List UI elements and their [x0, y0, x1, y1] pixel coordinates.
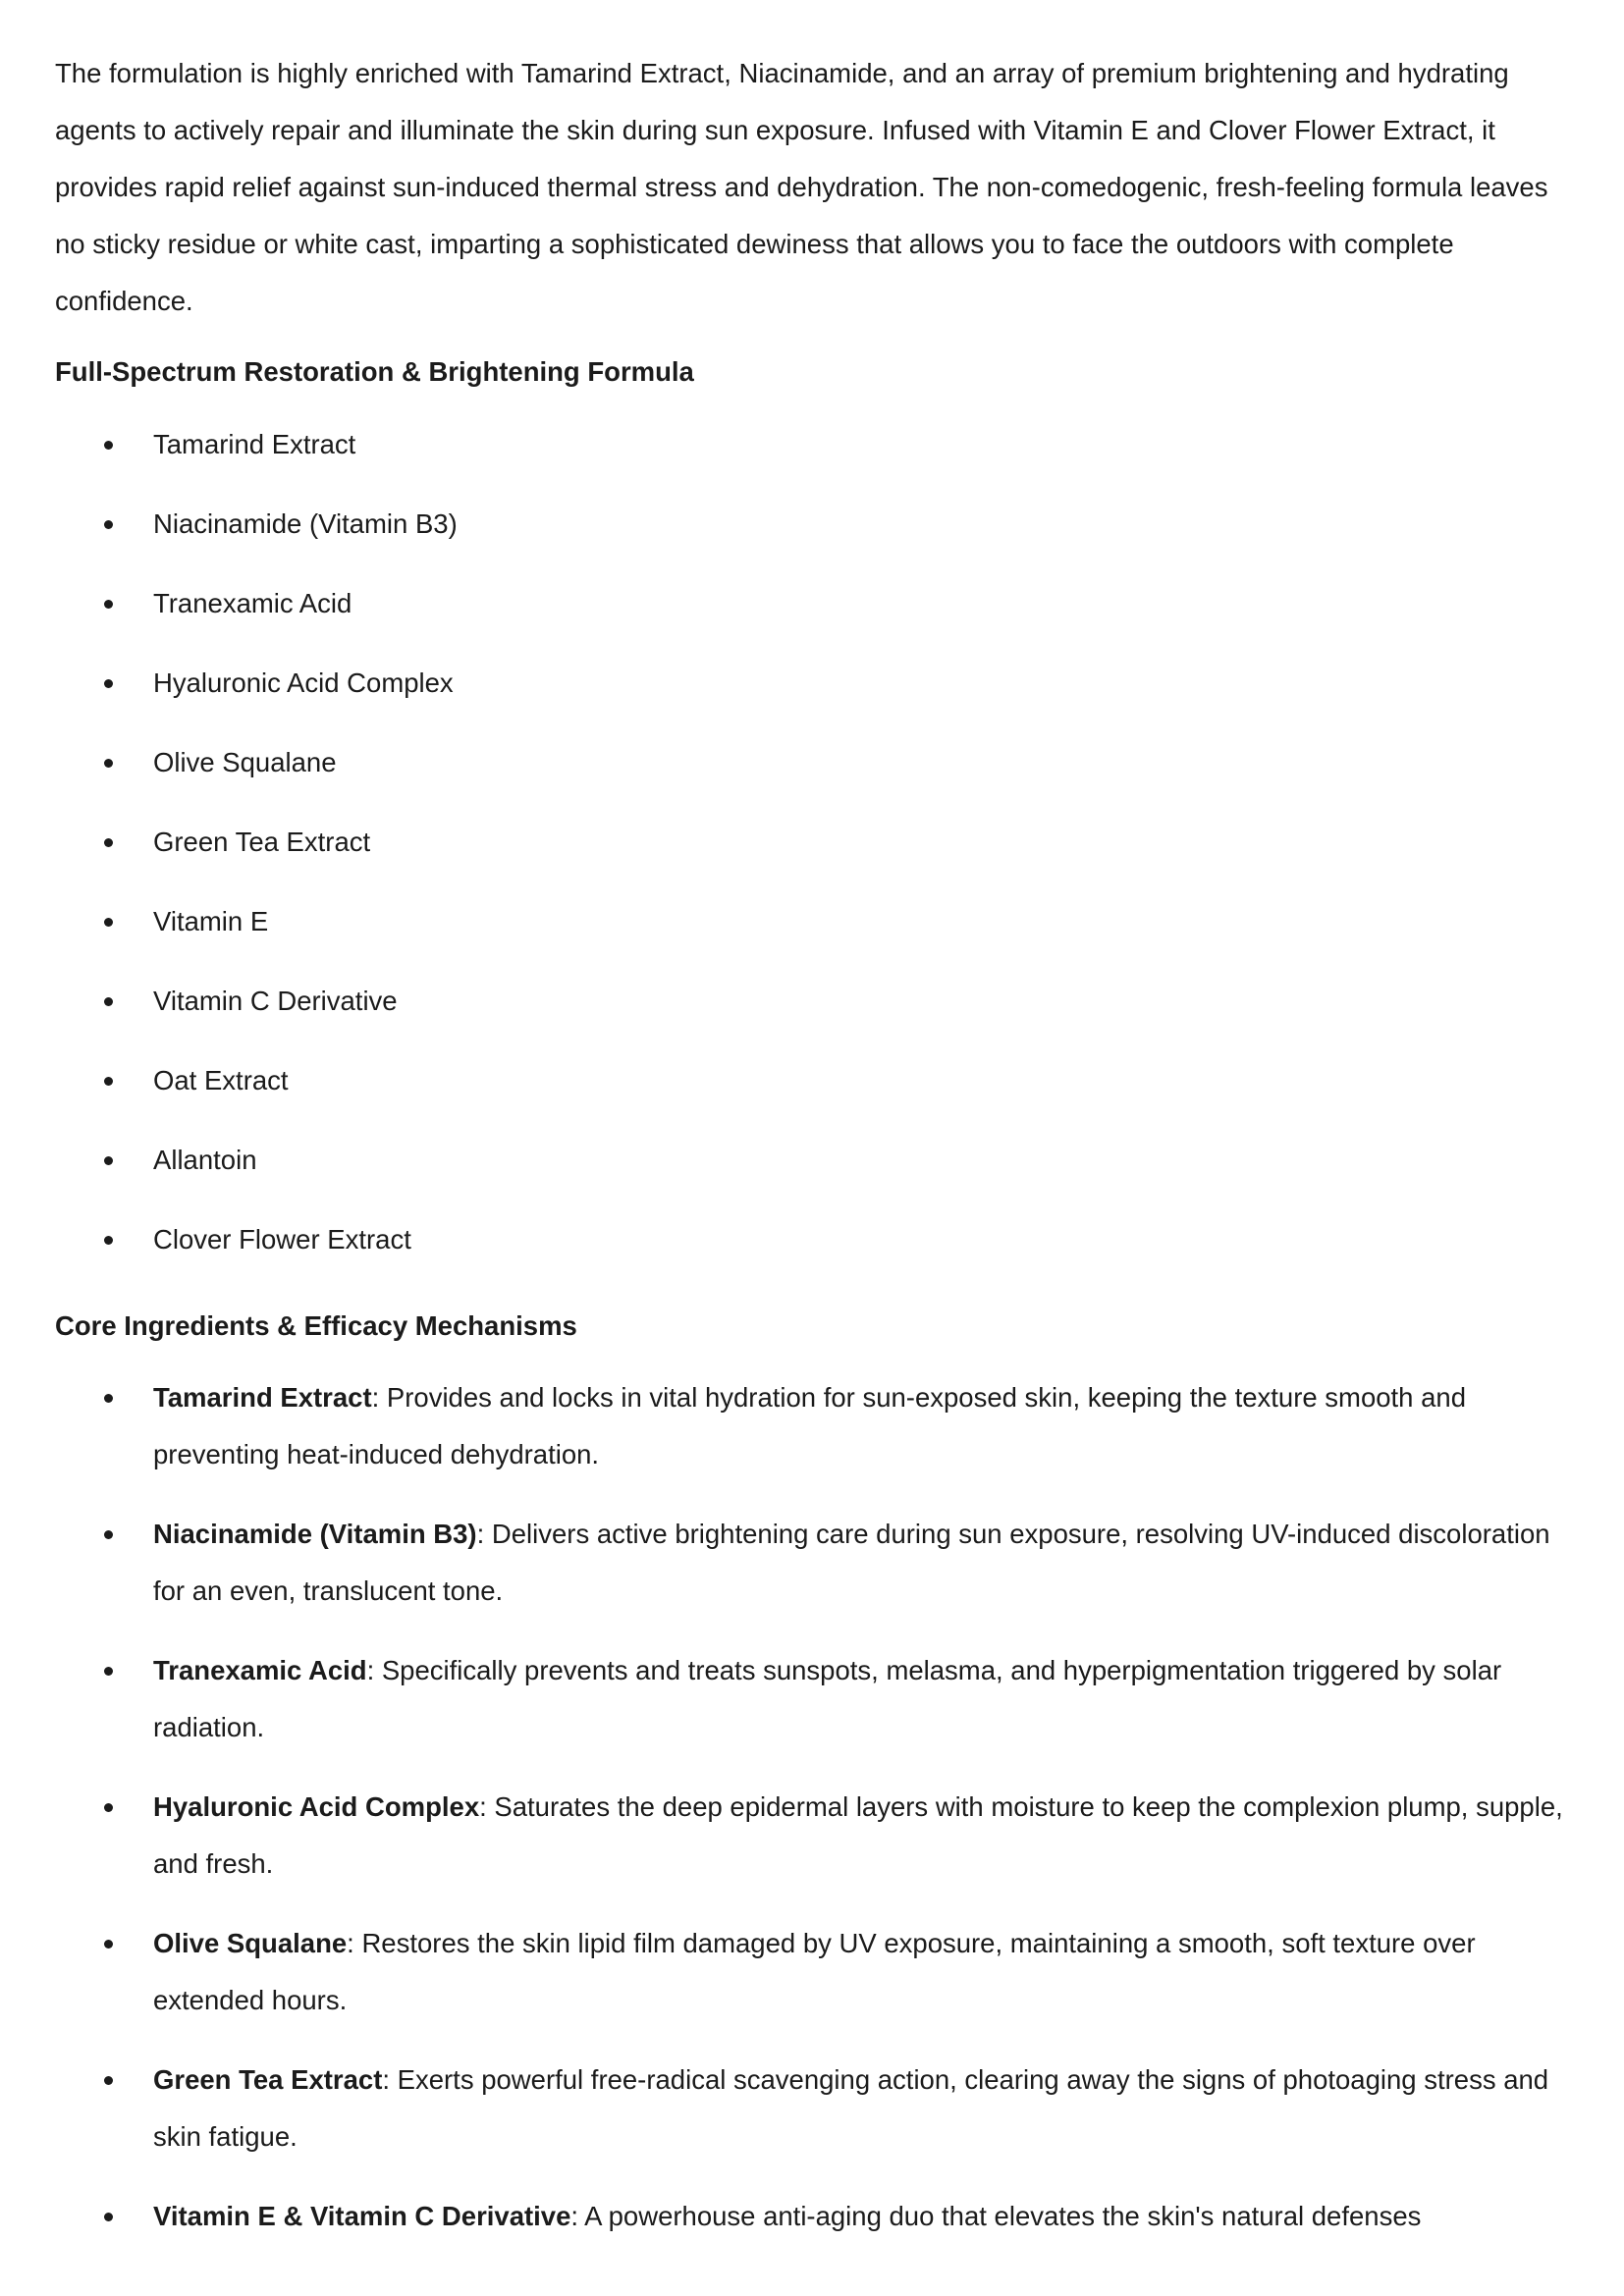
ingredient-term: Tamarind Extract	[153, 1382, 372, 1413]
ingredient-description: : Delivers active brightening care during sun exposure, resolving UV-induced discoloration for an even, translucent tone.	[153, 1519, 1550, 1606]
bullet-icon	[104, 1077, 113, 1086]
ingredient-name: Tranexamic Acid	[153, 588, 352, 618]
bullet-icon	[104, 918, 113, 927]
ingredient-name: Olive Squalane	[153, 747, 337, 777]
list-item	[55, 904, 1569, 939]
list-item	[55, 1642, 1569, 1756]
list-item	[55, 1369, 1569, 1483]
list-item	[55, 427, 1569, 462]
bullet-icon	[104, 759, 113, 768]
ingredient-description: : Restores the skin lipid film damaged by UV exposure, maintaining a smooth, soft texture over extended hours.	[153, 1928, 1476, 2015]
ingredient-term: Olive Squalane	[153, 1928, 348, 1958]
list-item	[55, 1506, 1569, 1620]
core-ingredient-list	[55, 1369, 1569, 2245]
ingredient-name: Niacinamide (Vitamin B3)	[153, 508, 458, 539]
list-item	[55, 2052, 1569, 2165]
list-item	[55, 745, 1569, 780]
ingredient-description: : Specifically prevents and treats sunspots, melasma, and hyperpigmentation triggered by solar radiation.	[153, 1655, 1502, 1742]
bullet-icon	[104, 441, 113, 450]
ingredient-name: Vitamin C Derivative	[153, 986, 398, 1016]
bullet-icon	[104, 1803, 113, 1812]
formula-heading: Full-Spectrum Restoration & Brightening Formula	[55, 356, 694, 387]
bullet-icon	[104, 838, 113, 847]
ingredient-term: Vitamin E & Vitamin C Derivative	[153, 2201, 571, 2231]
ingredient-term: Niacinamide (Vitamin B3)	[153, 1519, 477, 1549]
ingredient-description: : A powerhouse anti-aging duo that elevates the skin's natural defenses	[570, 2201, 1422, 2231]
list-item	[55, 1063, 1569, 1098]
list-item	[55, 1143, 1569, 1178]
intro-paragraph: The formulation is highly enriched with Tamarind Extract, Niacinamide, and an array of premium brightening and hydrating agents to actively repair and illuminate the skin during sun exposure. Infused with Vitamin E and Clover Flower Extract, it provides rapid relief against sun-induced thermal stress and dehydration. The non-comedogenic, fresh-feeling formula leaves no sticky residue or white cast, imparting a sophisticated dewiness that allows you to face the outdoors with complete confidence.	[55, 58, 1548, 316]
ingredient-name: Oat Extract	[153, 1065, 289, 1095]
bullet-icon	[104, 997, 113, 1006]
ingredient-description: : Exerts powerful free-radical scavenging action, clearing away the signs of photoaging stress and skin fatigue.	[153, 2064, 1549, 2152]
bullet-icon	[104, 679, 113, 688]
list-item	[55, 1779, 1569, 1893]
bullet-icon	[104, 2213, 113, 2221]
bullet-icon	[104, 1530, 113, 1539]
list-item	[55, 984, 1569, 1019]
list-item	[55, 666, 1569, 701]
list-item	[55, 1915, 1569, 2029]
list-item	[55, 586, 1569, 621]
bullet-icon	[104, 2076, 113, 2085]
bullet-icon	[104, 520, 113, 529]
list-item	[55, 825, 1569, 860]
ingredient-term: Green Tea Extract	[153, 2064, 383, 2095]
ingredient-description: : Saturates the deep epidermal layers with moisture to keep the complexion plump, supple, and fresh.	[153, 1791, 1563, 1879]
ingredient-name: Hyaluronic Acid Complex	[153, 667, 454, 698]
bullet-icon	[104, 1940, 113, 1949]
ingredient-name: Green Tea Extract	[153, 827, 371, 857]
ingredient-term: Tranexamic Acid	[153, 1655, 367, 1685]
ingredient-term: Hyaluronic Acid Complex	[153, 1791, 480, 1822]
bullet-icon	[104, 1236, 113, 1245]
ingredient-name: Vitamin E	[153, 906, 269, 936]
formula-ingredient-list	[55, 427, 1569, 1257]
bullet-icon	[104, 1667, 113, 1676]
bullet-icon	[104, 1394, 113, 1403]
ingredient-name: Clover Flower Extract	[153, 1224, 411, 1255]
core-heading: Core Ingredients & Efficacy Mechanisms	[55, 1310, 577, 1341]
ingredient-name: Tamarind Extract	[153, 429, 356, 459]
bullet-icon	[104, 1156, 113, 1165]
list-item	[55, 1222, 1569, 1257]
ingredient-description: : Provides and locks in vital hydration for sun-exposed skin, keeping the texture smooth and preventing heat-induced dehydration.	[153, 1382, 1466, 1469]
list-item	[55, 2188, 1569, 2245]
ingredient-name: Allantoin	[153, 1145, 257, 1175]
bullet-icon	[104, 600, 113, 609]
list-item	[55, 507, 1569, 542]
